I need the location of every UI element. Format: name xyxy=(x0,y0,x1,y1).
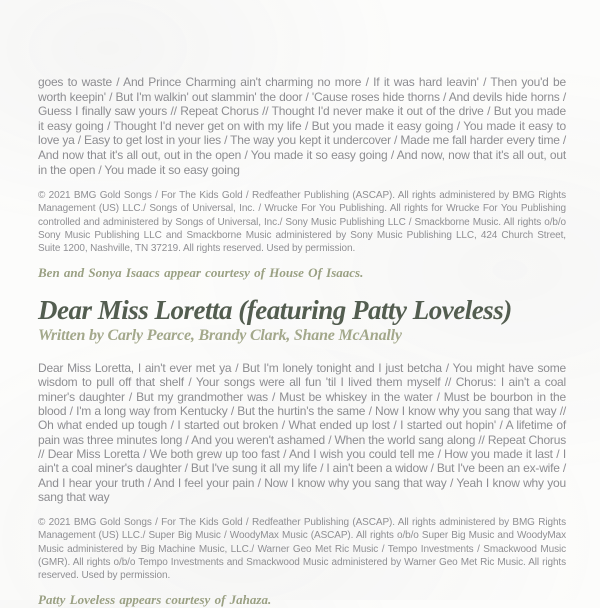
song-copyright-notice: © 2021 BMG Gold Songs / For The Kids Gold / Redfeather Publishing (ASCAP). All rights administered by BMG Rights Management (US) LLC./ Super Big Music / WoodyMax Music (ASCAP). All rights o/b/o Super Big Music and WoodyMax Music administered by Big Machine Music, LLC./ Warner Geo Met Ric Music / Tempo Investments / Smackwood Music (GMR). All rights o/b/o Tempo Investments and Smackwood Music administered by Warner Geo Met Ric Music. All rights reserved. Used by permission. xyxy=(38,516,566,582)
song-title xyxy=(38,294,566,326)
previous-song-courtesy-credit: Ben and Sonya Isaacs appear courtesy of House Of Isaacs. xyxy=(38,265,566,281)
song-lyrics: Dear Miss Loretta, I ain't ever met ya / But I'm lonely tonight and I just betcha / You might have some wisdom to pull off that shelf / Your songs were all fun 'til I lived them myself // Chorus: I ain't a coal miner's daughter / But my grandmother was / Must be whiskey in the water / Must be bourbon in the blood / I'm a long way from Kentucky / But the hurtin's the same / Now I know why you sang that way // Oh what ended up tough / I started out broken / What ended up lost / I started out hopin' / A lifetime of pain was three minutes long / And you weren't ashamed / When the world sang along // Repeat Chorus // Dear Miss Loretta / We both grew up too fast / And I wish you could tell me / How you made it last / I ain't a coal miner's daughter / But I've sung it all my life / I ain't been a widow / But I've been an ex-wife / And I hear your truth / And I feel your pain / Now I know why you sang that way / Yeah I know why you sang that way xyxy=(38,361,566,504)
song-title-featured-artist: (featuring Patty Loveless) xyxy=(232,295,512,325)
song-title-text: Dear Miss Loretta xyxy=(38,295,232,325)
previous-song-copyright-notice: © 2021 BMG Gold Songs / For The Kids Gold / Redfeather Publishing (ASCAP). All rights administered by BMG Rights Management (US) LLC./ Songs of Universal, Inc. / Wrucke For You Publishing. All rights for Wrucke For You Publishing controlled and administered by Songs of Universal, Inc./ Sony Music Publishing LLC / Smackborne Music. All rights o/b/o Sony Music Publishing LLC and Smackborne Music administered by Sony Music Publishing LLC, 424 Church Street, Suite 1200, Nashville, TN 37219. All rights reserved. Used by permission. xyxy=(38,189,566,255)
songwriters-credit: Written by Carly Pearce, Brandy Clark, Shane McAnally xyxy=(38,326,566,345)
song-courtesy-credit: Patty Loveless appears courtesy of Jahaza. xyxy=(38,592,566,608)
previous-song-lyrics-continued: goes to waste / And Prince Charming ain't charming no more / If it was hard leavin' / Then you'd be worth keepin' / But I'm walkin' out slammin' the door / 'Cause roses hide thorns / And devils hide horns / Guess I finally saw yours // Repeat Chorus // Thought I'd never make it out of the drive / But you made it easy going / Thought I'd never get on with my life / But you made it easy going / You made it easy to love ya / Easy to get lost in your lies / The way you kept it undercover / Made me fall harder every time / And now that it's all out, out in the open / You made it so easy going / And now, now that it's all out, out in the open / You made it so easy going xyxy=(38,75,566,177)
